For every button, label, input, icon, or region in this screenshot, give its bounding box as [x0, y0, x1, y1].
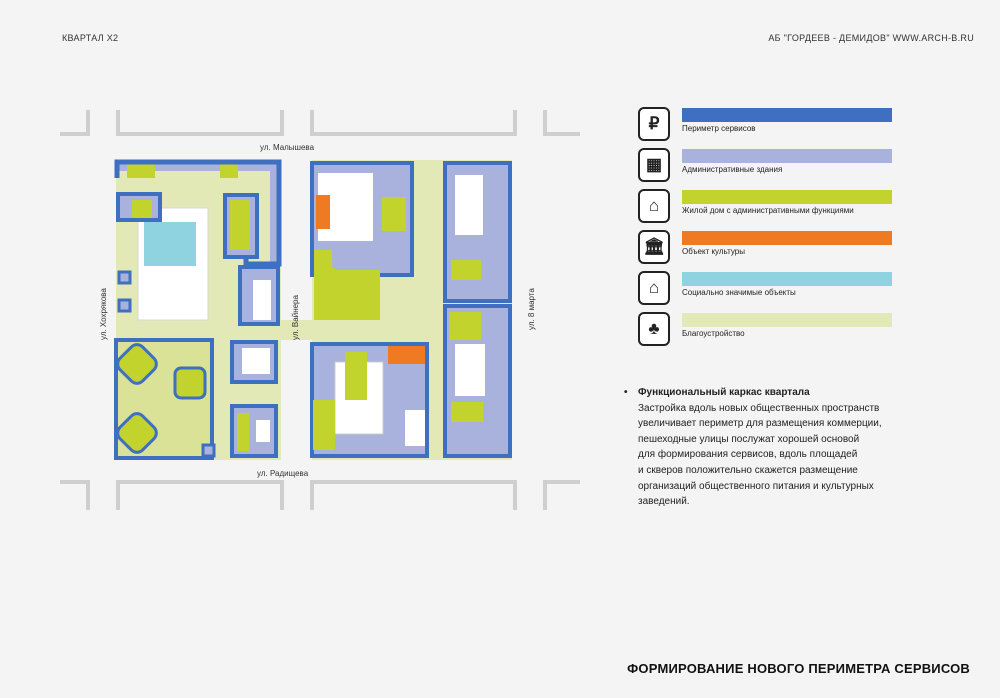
description-line: и скверов положительно скажется размещение — [638, 464, 858, 476]
legend-label: Периметр сервисов — [682, 124, 756, 133]
legend-label: Благоустройство — [682, 329, 745, 338]
legend-item-landscaping — [636, 310, 906, 350]
street-label-bottom: ул. Радищева — [257, 469, 309, 478]
street-label-top: ул. Малышева — [260, 143, 315, 152]
block-south-center — [312, 344, 427, 456]
legend-item-social-objects — [636, 269, 906, 309]
description-line: для формирования сервисов, вдоль площадей — [638, 449, 858, 461]
legend-swatch — [682, 313, 892, 327]
office-building-icon: ▦ — [638, 148, 670, 182]
header-firm-name: АБ "ГОРДЕЕВ - ДЕМИДОВ" WWW.ARCH-B.RU — [768, 33, 974, 43]
site-plan-map — [60, 100, 580, 520]
description-line: заведений. — [638, 496, 690, 508]
legend-item-residential-admin — [636, 187, 906, 227]
legend-swatch — [682, 272, 892, 286]
description-text — [620, 401, 960, 510]
slide-title: ФОРМИРОВАНИЕ НОВОГО ПЕРИМЕТРА СЕРВИСОВ — [627, 661, 970, 676]
legend-swatch — [682, 231, 892, 245]
bullet-marker: • — [624, 387, 628, 398]
description-title-text: Функциональный каркас квартала — [638, 387, 810, 398]
legend-swatch — [682, 190, 892, 204]
header-project-name: КВАРТАЛ Х2 — [62, 33, 119, 43]
legend-swatch — [682, 108, 892, 122]
description-line: увеличивает периметр для размещения коммерции, — [638, 418, 882, 430]
legend-item-admin-buildings — [636, 146, 906, 186]
legend-item-service-perimeter — [636, 105, 906, 145]
description-line: организаций общественного питания и культурных — [638, 480, 874, 492]
legend-swatch — [682, 149, 892, 163]
description-title — [620, 385, 960, 401]
legend-item-culture — [636, 228, 906, 268]
description-block — [620, 385, 960, 510]
description-line: пешеходные улицы послужат хорошей основой — [638, 433, 860, 445]
museum-icon: 🏛 — [638, 230, 670, 264]
legend-label: Административные здания — [682, 165, 783, 174]
legend-label: Жилой дом с административными функциями — [682, 206, 854, 215]
ruble-icon: ₽ — [638, 107, 670, 141]
street-label-left: ул. Хохрякова — [99, 288, 108, 340]
legend-label: Объект культуры — [682, 247, 745, 256]
legend-label: Социально значимые объекты — [682, 288, 796, 297]
legend — [636, 105, 906, 351]
house-icon: ⌂ — [638, 189, 670, 223]
public-building-icon: ⌂ — [638, 271, 670, 305]
street-label-right: ул. 8 марта — [527, 288, 536, 330]
block-east — [445, 163, 510, 456]
tree-icon: ♣ — [638, 312, 670, 346]
description-line: Застройка вдоль новых общественных пространств — [638, 402, 880, 414]
street-label-middle: ул. Вайнера — [291, 295, 300, 340]
